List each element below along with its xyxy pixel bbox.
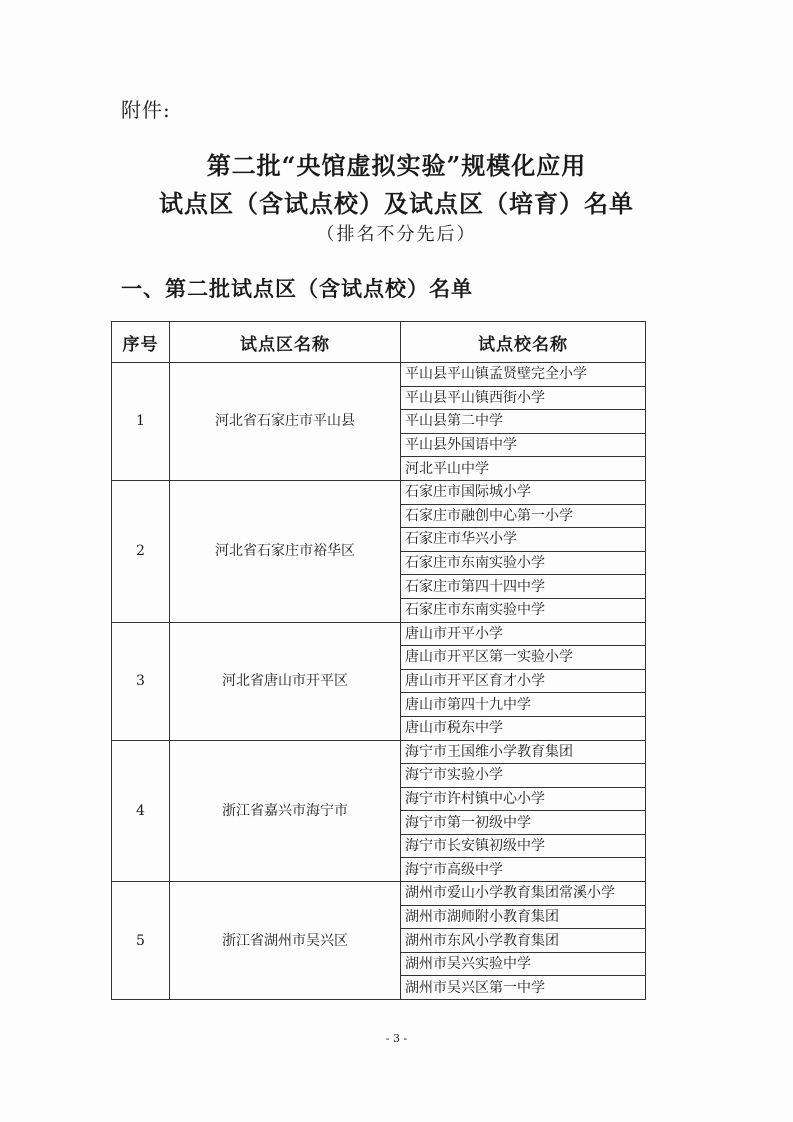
page-number: - 3 - xyxy=(385,1032,408,1045)
school-name: 石家庄市华兴小学 xyxy=(401,528,646,552)
school-name: 海宁市高级中学 xyxy=(401,858,646,882)
school-name: 湖州市湖师附小教育集团 xyxy=(401,905,646,929)
school-name: 石家庄市第四十四中学 xyxy=(401,575,646,599)
school-name: 湖州市吴兴区第一中学 xyxy=(401,976,646,1000)
header-school: 试点校名称 xyxy=(401,322,646,363)
row-number: 2 xyxy=(112,480,170,622)
school-name: 唐山市开平区育才小学 xyxy=(401,669,646,693)
header-number: 序号 xyxy=(112,322,170,363)
district-name: 河北省石家庄市平山县 xyxy=(170,363,401,481)
table-header-row xyxy=(112,322,646,363)
school-name: 石家庄市融创中心第一小学 xyxy=(401,504,646,528)
school-name: 海宁市王国维小学教育集团 xyxy=(401,740,646,764)
school-name: 石家庄市东南实验中学 xyxy=(401,598,646,622)
document-title-line-1: 第二批“央馆虚拟实验”规模化应用 xyxy=(206,151,587,180)
school-name: 唐山市第四十九中学 xyxy=(401,693,646,717)
school-name: 海宁市实验小学 xyxy=(401,764,646,788)
pilot-district-table xyxy=(111,321,646,1000)
row-number: 4 xyxy=(112,740,170,882)
row-number: 3 xyxy=(112,622,170,740)
section-heading: 一、第二批试点区（含试点校）名单 xyxy=(121,277,473,301)
row-number: 1 xyxy=(112,363,170,481)
school-name: 湖州市东风小学教育集团 xyxy=(401,929,646,953)
table-row xyxy=(112,622,646,646)
row-number: 5 xyxy=(112,882,170,1000)
table-row xyxy=(112,480,646,504)
table-row xyxy=(112,740,646,764)
school-name: 石家庄市国际城小学 xyxy=(401,480,646,504)
district-name: 浙江省湖州市吴兴区 xyxy=(170,882,401,1000)
school-name: 湖州市吴兴实验中学 xyxy=(401,952,646,976)
table-row xyxy=(112,363,646,387)
table-body xyxy=(112,363,646,1000)
school-name: 湖州市爱山小学教育集团常溪小学 xyxy=(401,882,646,906)
school-name: 海宁市长安镇初级中学 xyxy=(401,834,646,858)
school-name: 唐山市开平区第一实验小学 xyxy=(401,646,646,670)
school-name: 海宁市许村镇中心小学 xyxy=(401,787,646,811)
district-name: 河北省石家庄市裕华区 xyxy=(170,480,401,622)
attachment-label: 附件: xyxy=(121,98,171,122)
document-subtitle: （排名不分先后） xyxy=(316,224,477,245)
school-name: 石家庄市东南实验小学 xyxy=(401,551,646,575)
district-name: 浙江省嘉兴市海宁市 xyxy=(170,740,401,882)
document-title-line-2: 试点区（含试点校）及试点区（培育）名单 xyxy=(159,189,634,218)
district-name: 河北省唐山市开平区 xyxy=(170,622,401,740)
school-name: 唐山市税东中学 xyxy=(401,716,646,740)
school-name: 海宁市第一初级中学 xyxy=(401,811,646,835)
school-name: 平山县外国语中学 xyxy=(401,433,646,457)
school-name: 平山县第二中学 xyxy=(401,410,646,434)
school-name: 平山县平山镇孟贤壁完全小学 xyxy=(401,363,646,387)
table-row xyxy=(112,882,646,906)
header-district: 试点区名称 xyxy=(170,322,401,363)
school-name: 唐山市开平小学 xyxy=(401,622,646,646)
school-name: 河北平山中学 xyxy=(401,457,646,481)
school-name: 平山县平山镇西街小学 xyxy=(401,386,646,410)
